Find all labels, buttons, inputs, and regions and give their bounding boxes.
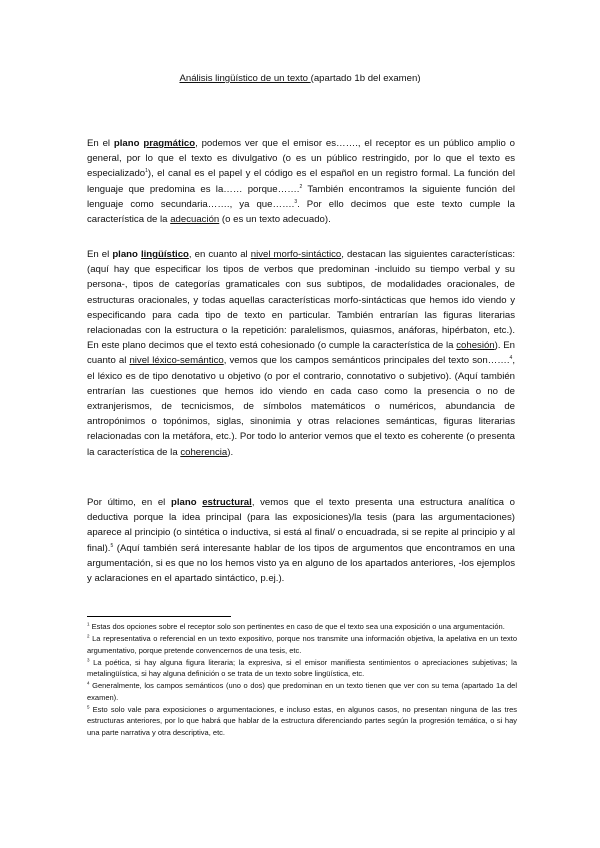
term-coherencia: coherencia (180, 446, 228, 458)
footnote-4 (87, 680, 517, 703)
footnote-number: 2 (87, 633, 90, 639)
footnote-ref-1[interactable]: 1 (145, 168, 148, 175)
text-run: , el léxico es de tipo denotativo u objetivo (o por el contrario, connotativo o subjetivo). (Aquí también entrarían las cuestiones que hemos ido viendo en cada caso como la presencia o no de extranjerismos, de tecnicismos, de símbolos matemáticos o numéricos, abundancia de antropónimos o topónimos, siglas, sinonimia y otras relaciones semánticas, figuras literarias relacionadas con la metáfora, etc.). Por todo lo anterior vemos que el texto es coherente (o presenta la característica de la (87, 355, 515, 458)
footnote-5 (87, 704, 517, 738)
text-run: ). (227, 446, 234, 458)
text-run: . Por ello decimos que este texto cumple la característica de la (87, 198, 515, 226)
text-run: (Aquí también será interesante hablar de los tipos de argumentos que encontramos en una argumentación, si es que no los hemos visto ya en alguno de los apartados anteriores, -los ejemplos y aclaraciones en el apartado sintáctico, p.ej.). (87, 542, 515, 585)
footnote-number: 5 (87, 704, 90, 710)
footnote-ref-4[interactable]: 4 (509, 355, 513, 362)
footnote-ref-2[interactable]: 2 (299, 183, 303, 190)
text-run: ). En cuanto al (87, 340, 515, 367)
term-estructural: estructural (202, 497, 252, 508)
term-cohesion: cohesión (456, 340, 495, 352)
footnote-ref-5[interactable]: 5 (110, 542, 114, 549)
footnote-text: Generalmente, los campos semánticos (uno o dos) que predominan en un texto tienen que ver con su tema (apartado 1a del examen). (87, 681, 517, 702)
footnote-text: Esto solo vale para exposiciones o argumentaciones, e incluso estas, en algunos casos, no presentan ninguna de las tres estructuras anteriores, por lo que habrá que hablar de la estructura diferenciando partes según la progresión temática, o si hay una parte narrativa y otra descriptiva, etc. (87, 705, 517, 737)
paragraph-pragmatic (87, 136, 515, 227)
footnote-text: La representativa o referencial en un texto expositivo, porque nos transmite una información objetiva, la apelativa en un texto argumentativo, porque pretende convencernos de una tesis, etc. (87, 634, 517, 655)
text-run: , podemos ver que el emisor es……., el receptor es un público amplio o general, por lo que el texto es divulgativo (o es un público restringido, por lo que el texto es especializado (87, 138, 515, 180)
text-run: (o es un texto adecuado). (219, 214, 331, 226)
text-run: También encontramos la siguiente función del lenguaje como secundaria……., ya que……. (87, 183, 515, 210)
term-adecuacion: adecuación (170, 214, 220, 226)
footnote-1 (87, 621, 517, 632)
document-title (0, 73, 600, 84)
footnotes (87, 621, 517, 739)
text-run: En el (87, 138, 114, 149)
text-run: En el (87, 249, 113, 260)
term-plano: plano (113, 138, 144, 149)
footnote-2 (87, 633, 517, 656)
text-run: , vemos que los campos semánticos principales del texto son……. (223, 355, 510, 367)
paragraph-structural (87, 495, 515, 586)
term-morfosintactico: nivel morfo-sintáctico (250, 249, 342, 260)
footnote-text: Estas dos opciones sobre el receptor solo son pertinentes en caso de que el texto sea una exposición o una argumentación. (89, 622, 505, 631)
text-run: , vemos que el texto presenta una estructura analítica o deductiva porque la idea principal (para las exposiciones)/la tesis (para las argumentaciones) aparece al principio (o sintética o inductiva, si está al final/ o encuadrada, si se repite al principio y al final). (87, 497, 515, 554)
title-rest: (apartado 1b del examen) (310, 73, 421, 84)
paragraph-linguistic (87, 247, 515, 460)
footnote-text: La poética, si hay alguna figura literaria; la expresiva, si el emisor manifiesta sentimientos o apreciaciones subjetivas; la metalingüística, si hay alguna definición o se trata de un texto sobre lingüística, etc. (87, 657, 517, 679)
footnote-number: 4 (87, 680, 90, 686)
term-lexico-semantico: nivel léxico-semántico (129, 355, 224, 367)
footnote-separator (87, 616, 231, 617)
text-run: , en cuanto al (188, 249, 251, 260)
text-run: Por último, en el (87, 497, 171, 508)
term-plano: plano (112, 249, 141, 260)
footnote-ref-3[interactable]: 3 (294, 198, 298, 205)
title-underlined: Análisis lingüístico de un texto (179, 73, 311, 84)
footnote-3 (87, 657, 517, 680)
footnote-number: 1 (87, 621, 90, 627)
text-run: , destacan las siguientes características: (aquí hay que especificar los tipos de verbos que predominan -incluido su tiempo verbal y su persona-, tipos de categorías gramaticales con sus subtipos, de modalidades oracionales, de estructuras oracionales, y todas aquellas características morfo-sintácticas que hemos ido viendo y especificando para cada tipo de texto en particular. También entrarían las figuras literarias relacionadas con la estructura o la repetición: paralelismos, quiasmos, anáforas, hipérbaton, etc.). En este plano decimos que el texto está cohesionado (o cumple la característica de la (87, 249, 516, 352)
term-pragmatico: pragmático (143, 138, 196, 149)
term-plano: plano (170, 497, 203, 508)
text-run: ), el canal es el papel y el código es el español en un registro formal. La función del lenguaje que predomina es la…… porque……. (87, 168, 515, 195)
footnote-number: 3 (87, 657, 90, 663)
term-linguistico: lingüístico (140, 249, 189, 260)
